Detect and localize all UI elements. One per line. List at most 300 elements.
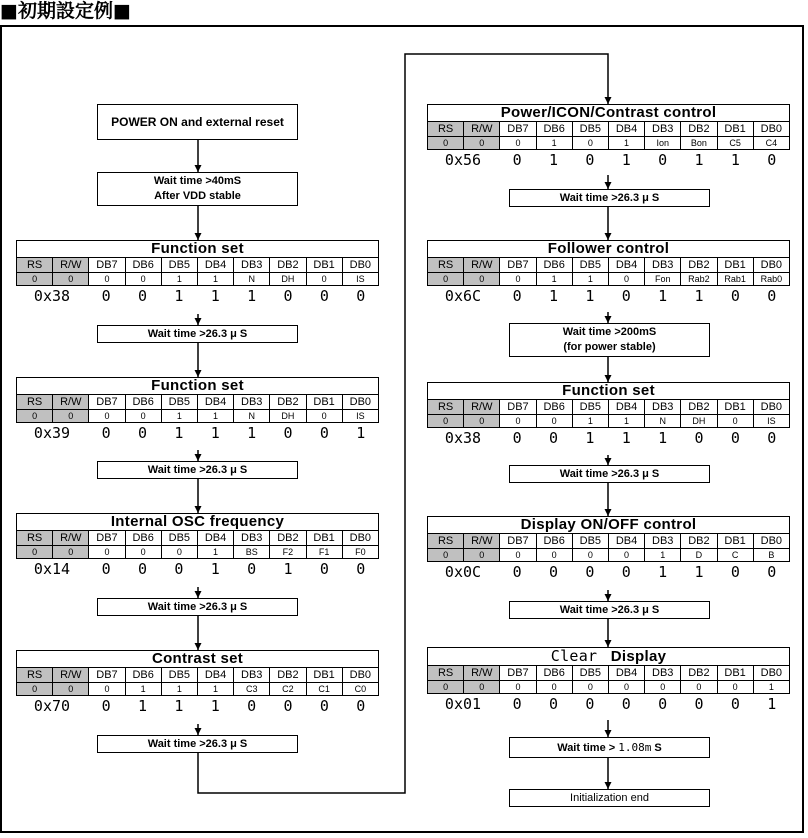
bit-cell: 0	[500, 549, 536, 562]
wait-1ms-label	[557, 740, 662, 756]
bit-cell: DH	[270, 273, 306, 286]
bit-cell: 0	[536, 415, 572, 428]
bit-cell: 0	[89, 683, 125, 696]
bit-cell: 1	[125, 683, 161, 696]
bit-cell: N	[645, 415, 681, 428]
bit-cell: B	[753, 549, 789, 562]
bit-value: 0	[247, 697, 257, 715]
wait-box	[97, 325, 298, 343]
header-cell: DB0	[753, 258, 789, 273]
bit-cell: 0	[306, 410, 342, 423]
instruction-title: Display ON/OFF control	[428, 517, 790, 534]
header-cell: DB1	[306, 531, 342, 546]
bit-cell: 0	[536, 549, 572, 562]
header-cell: DB7	[500, 534, 536, 549]
bit-value: 0	[512, 563, 522, 581]
bit-cell: 0	[428, 137, 464, 150]
bit-cell: 1	[645, 549, 681, 562]
header-cell: RS	[17, 531, 53, 546]
bit-cell: 0	[500, 415, 536, 428]
header-cell: DB1	[306, 395, 342, 410]
hex-code: 0x0C	[444, 563, 482, 581]
bit-value: 0	[101, 697, 111, 715]
bit-value: 0	[356, 697, 366, 715]
header-cell: R/W	[464, 400, 500, 415]
wait-1ms-suffix: S	[651, 741, 662, 754]
header-cell: DB7	[500, 258, 536, 273]
bit-cell: IS	[342, 273, 378, 286]
bit-value: 0	[585, 695, 595, 713]
bit-value: 0	[512, 695, 522, 713]
bit-value: 1	[585, 287, 595, 305]
header-cell: DB5	[161, 395, 197, 410]
header-cell: DB3	[645, 534, 681, 549]
instruction-title: Function set	[17, 378, 379, 395]
bit-value: 0	[549, 563, 559, 581]
bit-value: 1	[549, 151, 559, 169]
header-cell: DB2	[270, 668, 306, 683]
hex-value-row	[16, 559, 379, 579]
wait-label: Wait time >26.3 μ S	[147, 600, 248, 613]
bit-value: 0	[319, 697, 329, 715]
hex-value-row	[427, 562, 790, 582]
hex-value-row	[16, 286, 379, 306]
bit-cell: C5	[717, 137, 753, 150]
bit-cell: F1	[306, 546, 342, 559]
header-cell: DB3	[234, 395, 270, 410]
instruction-table	[427, 104, 790, 150]
instruction-table	[16, 240, 379, 286]
bit-cell: DH	[270, 410, 306, 423]
bit-value: 0	[694, 429, 704, 447]
bit-value: 1	[174, 697, 184, 715]
hex-value-row	[427, 694, 790, 714]
bit-cell: N	[234, 410, 270, 423]
display-onoff-block	[427, 516, 790, 582]
instruction-title: Power/ICON/Contrast control	[428, 105, 790, 122]
bit-value: 0	[356, 560, 366, 578]
contrast-set-block	[16, 650, 379, 716]
header-cell: DB3	[645, 666, 681, 681]
bit-cell: 0	[464, 137, 500, 150]
wait-box	[97, 735, 298, 753]
header-cell: DB6	[536, 400, 572, 415]
bit-value: 0	[512, 429, 522, 447]
bit-value: 1	[210, 287, 220, 305]
wait-box	[97, 598, 298, 616]
bit-cell: 0	[428, 549, 464, 562]
header-cell: DB4	[608, 400, 644, 415]
bit-cell: 0	[17, 273, 53, 286]
bit-cell: 1	[608, 137, 644, 150]
header-cell: DB7	[89, 531, 125, 546]
bit-cell: 1	[197, 410, 233, 423]
wait-label: Wait time >26.3 μ S	[147, 327, 248, 340]
header-cell: DB1	[306, 668, 342, 683]
bit-value: 0	[319, 287, 329, 305]
bit-value: 0	[767, 151, 777, 169]
header-cell: DB0	[753, 122, 789, 137]
bit-value: 1	[356, 424, 366, 442]
header-cell: DB7	[89, 668, 125, 683]
instruction-title: Internal OSC frequency	[17, 514, 379, 531]
bit-cell: BS	[234, 546, 270, 559]
bit-value: 0	[767, 429, 777, 447]
bit-value: 0	[512, 287, 522, 305]
bit-value: 0	[319, 424, 329, 442]
header-cell: R/W	[464, 666, 500, 681]
bit-value: 0	[138, 287, 148, 305]
bit-value: 1	[138, 697, 148, 715]
wait-label: Wait time >26.3 μ S	[559, 191, 660, 204]
bit-value: 1	[283, 560, 293, 578]
page-heading: ■初期設定例■	[0, 0, 131, 22]
bit-value: 0	[283, 287, 293, 305]
header-cell: DB6	[125, 258, 161, 273]
header-cell: DB7	[89, 258, 125, 273]
bit-cell: 1	[161, 410, 197, 423]
header-cell: DB7	[500, 666, 536, 681]
bit-cell: 0	[17, 410, 53, 423]
bit-value: 0	[585, 563, 595, 581]
bit-value: 1	[658, 563, 668, 581]
bit-cell: IS	[753, 415, 789, 428]
bit-value: 1	[247, 424, 257, 442]
wait-label: Wait time >26.3 μ S	[147, 737, 248, 750]
bit-value: 0	[549, 429, 559, 447]
bit-cell: 0	[306, 273, 342, 286]
header-cell: DB5	[161, 531, 197, 546]
wait-40ms-line1: Wait time >40mS	[153, 175, 242, 187]
header-cell: RS	[17, 258, 53, 273]
hex-value-row	[427, 286, 790, 306]
header-cell: DB4	[197, 395, 233, 410]
header-cell: DB2	[681, 400, 717, 415]
bit-cell: 1	[197, 273, 233, 286]
bit-value: 0	[621, 563, 631, 581]
power-on-label: POWER ON and external reset	[111, 114, 284, 129]
header-cell: DB4	[608, 122, 644, 137]
function-set-block-2	[16, 377, 379, 443]
bit-value: 0	[101, 287, 111, 305]
header-cell: DB4	[608, 534, 644, 549]
header-cell: DB2	[681, 666, 717, 681]
bit-cell: 0	[53, 546, 89, 559]
bit-cell: 1	[197, 683, 233, 696]
header-cell: DB6	[536, 666, 572, 681]
instruction-title: Follower control	[428, 241, 790, 258]
hex-code: 0x70	[33, 697, 71, 715]
bit-value: 1	[767, 695, 777, 713]
bit-value: 1	[210, 424, 220, 442]
bit-cell: 1	[197, 546, 233, 559]
bit-cell: N	[234, 273, 270, 286]
header-cell: DB0	[753, 534, 789, 549]
bit-cell: C2	[270, 683, 306, 696]
header-cell: DB3	[234, 531, 270, 546]
header-cell: DB0	[342, 395, 378, 410]
hex-code: 0x6C	[444, 287, 482, 305]
header-cell: RS	[17, 395, 53, 410]
bit-value: 0	[767, 287, 777, 305]
bit-cell: C	[717, 549, 753, 562]
header-cell: DB6	[125, 395, 161, 410]
hex-code: 0x01	[444, 695, 482, 713]
header-cell: DB6	[536, 122, 572, 137]
header-cell: R/W	[464, 534, 500, 549]
header-cell: DB3	[234, 258, 270, 273]
hex-code: 0x38	[444, 429, 482, 447]
bit-value: 1	[210, 697, 220, 715]
bit-value: 0	[247, 560, 257, 578]
bit-cell: 0	[17, 546, 53, 559]
hex-code: 0x38	[33, 287, 71, 305]
bit-value: 1	[174, 287, 184, 305]
bit-cell: 0	[717, 681, 753, 694]
initialization-end-label: Initialization end	[570, 791, 649, 804]
header-cell: DB6	[536, 258, 572, 273]
power-icon-contrast-block	[427, 104, 790, 170]
follower-control-block	[427, 240, 790, 306]
bit-value: 0	[319, 560, 329, 578]
bit-cell: 0	[125, 546, 161, 559]
bit-cell: 0	[464, 681, 500, 694]
bit-cell: 0	[717, 415, 753, 428]
wait-40ms-line2: After VDD stable	[154, 190, 241, 202]
bit-cell: 0	[161, 546, 197, 559]
header-cell: DB4	[197, 668, 233, 683]
header-cell: R/W	[53, 531, 89, 546]
bit-cell: 0	[53, 683, 89, 696]
wait-box	[509, 465, 710, 483]
bit-value: 0	[174, 560, 184, 578]
header-cell: DB5	[572, 122, 608, 137]
bit-cell: 1	[536, 137, 572, 150]
instruction-title-part: Display	[610, 648, 667, 665]
bit-cell: 0	[645, 681, 681, 694]
wait-box	[97, 461, 298, 479]
bit-cell: 0	[464, 273, 500, 286]
header-cell: DB3	[645, 400, 681, 415]
header-cell: DB3	[645, 122, 681, 137]
bit-cell: 1	[536, 273, 572, 286]
bit-cell: 1	[161, 683, 197, 696]
header-cell: DB2	[270, 258, 306, 273]
header-cell: DB5	[572, 666, 608, 681]
header-cell: RS	[428, 258, 464, 273]
instruction-title: Function set	[428, 383, 790, 400]
header-cell: RS	[428, 534, 464, 549]
bit-cell: 0	[500, 681, 536, 694]
header-cell: R/W	[53, 258, 89, 273]
header-cell: DB1	[306, 258, 342, 273]
instruction-table	[427, 647, 790, 694]
bit-cell: DH	[681, 415, 717, 428]
internal-osc-block	[16, 513, 379, 579]
header-cell: DB2	[270, 531, 306, 546]
bit-cell: Ion	[645, 137, 681, 150]
wait-200ms-line2: (for power stable)	[563, 341, 656, 353]
header-cell: DB1	[717, 666, 753, 681]
bit-value: 0	[621, 287, 631, 305]
bit-cell: F0	[342, 546, 378, 559]
bit-value: 0	[356, 287, 366, 305]
bit-value: 0	[621, 695, 631, 713]
header-cell: R/W	[53, 668, 89, 683]
bit-value: 0	[138, 424, 148, 442]
bit-cell: 1	[161, 273, 197, 286]
header-cell: DB2	[681, 534, 717, 549]
bit-cell: 0	[500, 273, 536, 286]
bit-cell: 0	[608, 273, 644, 286]
header-cell: DB1	[717, 258, 753, 273]
bit-value: 1	[658, 429, 668, 447]
bit-value: 0	[101, 424, 111, 442]
header-cell: DB6	[125, 531, 161, 546]
bit-cell: Bon	[681, 137, 717, 150]
header-cell: DB5	[572, 534, 608, 549]
header-cell: RS	[17, 668, 53, 683]
bit-cell: 0	[125, 410, 161, 423]
bit-value: 0	[283, 697, 293, 715]
wait-200ms-line1: Wait time >200mS	[562, 326, 657, 338]
bit-cell: 0	[89, 546, 125, 559]
header-cell: DB4	[608, 258, 644, 273]
header-cell: DB5	[572, 400, 608, 415]
bit-cell: 0	[464, 549, 500, 562]
instruction-table	[16, 377, 379, 423]
power-on-box	[97, 104, 298, 140]
header-cell: DB5	[572, 258, 608, 273]
header-cell: DB3	[234, 668, 270, 683]
bit-value: 0	[138, 560, 148, 578]
bit-cell: C1	[306, 683, 342, 696]
bit-cell: 0	[428, 681, 464, 694]
wait-200ms-box	[509, 323, 710, 357]
header-cell: DB0	[753, 666, 789, 681]
hex-value-row	[16, 696, 379, 716]
bit-cell: 0	[428, 415, 464, 428]
bit-cell: 0	[572, 681, 608, 694]
bit-cell: 0	[89, 273, 125, 286]
function-set-block-3	[427, 382, 790, 448]
wait-40ms-box	[97, 172, 298, 206]
bit-value: 0	[730, 429, 740, 447]
header-cell: DB7	[500, 122, 536, 137]
hex-value-row	[16, 423, 379, 443]
bit-cell: 0	[681, 681, 717, 694]
bit-cell: Fon	[645, 273, 681, 286]
header-cell: DB7	[500, 400, 536, 415]
bit-value: 1	[694, 151, 704, 169]
header-cell: DB5	[161, 258, 197, 273]
header-cell: DB3	[645, 258, 681, 273]
bit-cell: 1	[608, 415, 644, 428]
bit-value: 1	[549, 287, 559, 305]
wait-1ms-box	[509, 737, 710, 758]
header-cell: R/W	[464, 258, 500, 273]
bit-value: 1	[621, 151, 631, 169]
hex-value-row	[427, 428, 790, 448]
header-cell: R/W	[464, 122, 500, 137]
bit-value: 1	[210, 560, 220, 578]
bit-cell: 0	[608, 681, 644, 694]
bit-value: 0	[730, 695, 740, 713]
bit-value: 0	[658, 151, 668, 169]
bit-value: 0	[730, 287, 740, 305]
bit-value: 0	[730, 563, 740, 581]
header-cell: RS	[428, 400, 464, 415]
header-cell: DB0	[753, 400, 789, 415]
bit-cell: 0	[125, 273, 161, 286]
bit-cell: C4	[753, 137, 789, 150]
bit-cell: 0	[53, 410, 89, 423]
bit-cell: IS	[342, 410, 378, 423]
bit-cell: 0	[572, 549, 608, 562]
instruction-table	[16, 650, 379, 696]
bit-cell: 1	[572, 273, 608, 286]
header-cell: DB6	[125, 668, 161, 683]
bit-cell: 1	[572, 415, 608, 428]
instruction-title: Contrast set	[17, 651, 379, 668]
bit-cell: 0	[500, 137, 536, 150]
header-cell: RS	[428, 122, 464, 137]
bit-value: 1	[694, 563, 704, 581]
bit-cell: D	[681, 549, 717, 562]
instruction-title	[428, 648, 790, 666]
wait-label: Wait time >26.3 μ S	[147, 463, 248, 476]
header-cell: DB0	[342, 668, 378, 683]
header-cell: DB2	[681, 122, 717, 137]
hex-value-row	[427, 150, 790, 170]
bit-cell: 0	[428, 273, 464, 286]
bit-cell: Rab2	[681, 273, 717, 286]
bit-cell: 0	[572, 137, 608, 150]
header-cell: RS	[428, 666, 464, 681]
bit-value: 1	[621, 429, 631, 447]
header-cell: DB1	[717, 122, 753, 137]
bit-value: 0	[283, 424, 293, 442]
bit-value: 0	[101, 560, 111, 578]
instruction-table	[16, 513, 379, 559]
wait-box	[509, 601, 710, 619]
header-cell: DB7	[89, 395, 125, 410]
bit-cell: 0	[536, 681, 572, 694]
bit-value: 1	[247, 287, 257, 305]
header-cell: DB0	[342, 258, 378, 273]
header-cell: R/W	[53, 395, 89, 410]
wait-1ms-prefix: Wait time >	[557, 741, 619, 754]
bit-value: 1	[694, 287, 704, 305]
instruction-title: Function set	[17, 241, 379, 258]
hex-code: 0x56	[444, 151, 482, 169]
bit-value: 0	[767, 563, 777, 581]
bit-value: 0	[549, 695, 559, 713]
bit-value: 1	[174, 424, 184, 442]
header-cell: DB6	[536, 534, 572, 549]
header-cell: DB4	[608, 666, 644, 681]
bit-value: 0	[658, 695, 668, 713]
bit-cell: Rab0	[753, 273, 789, 286]
header-cell: DB0	[342, 531, 378, 546]
instruction-table	[427, 240, 790, 286]
hex-code: 0x39	[33, 424, 71, 442]
bit-cell: F2	[270, 546, 306, 559]
header-cell: DB5	[161, 668, 197, 683]
bit-value: 0	[694, 695, 704, 713]
header-cell: DB1	[717, 400, 753, 415]
bit-cell: 0	[89, 410, 125, 423]
